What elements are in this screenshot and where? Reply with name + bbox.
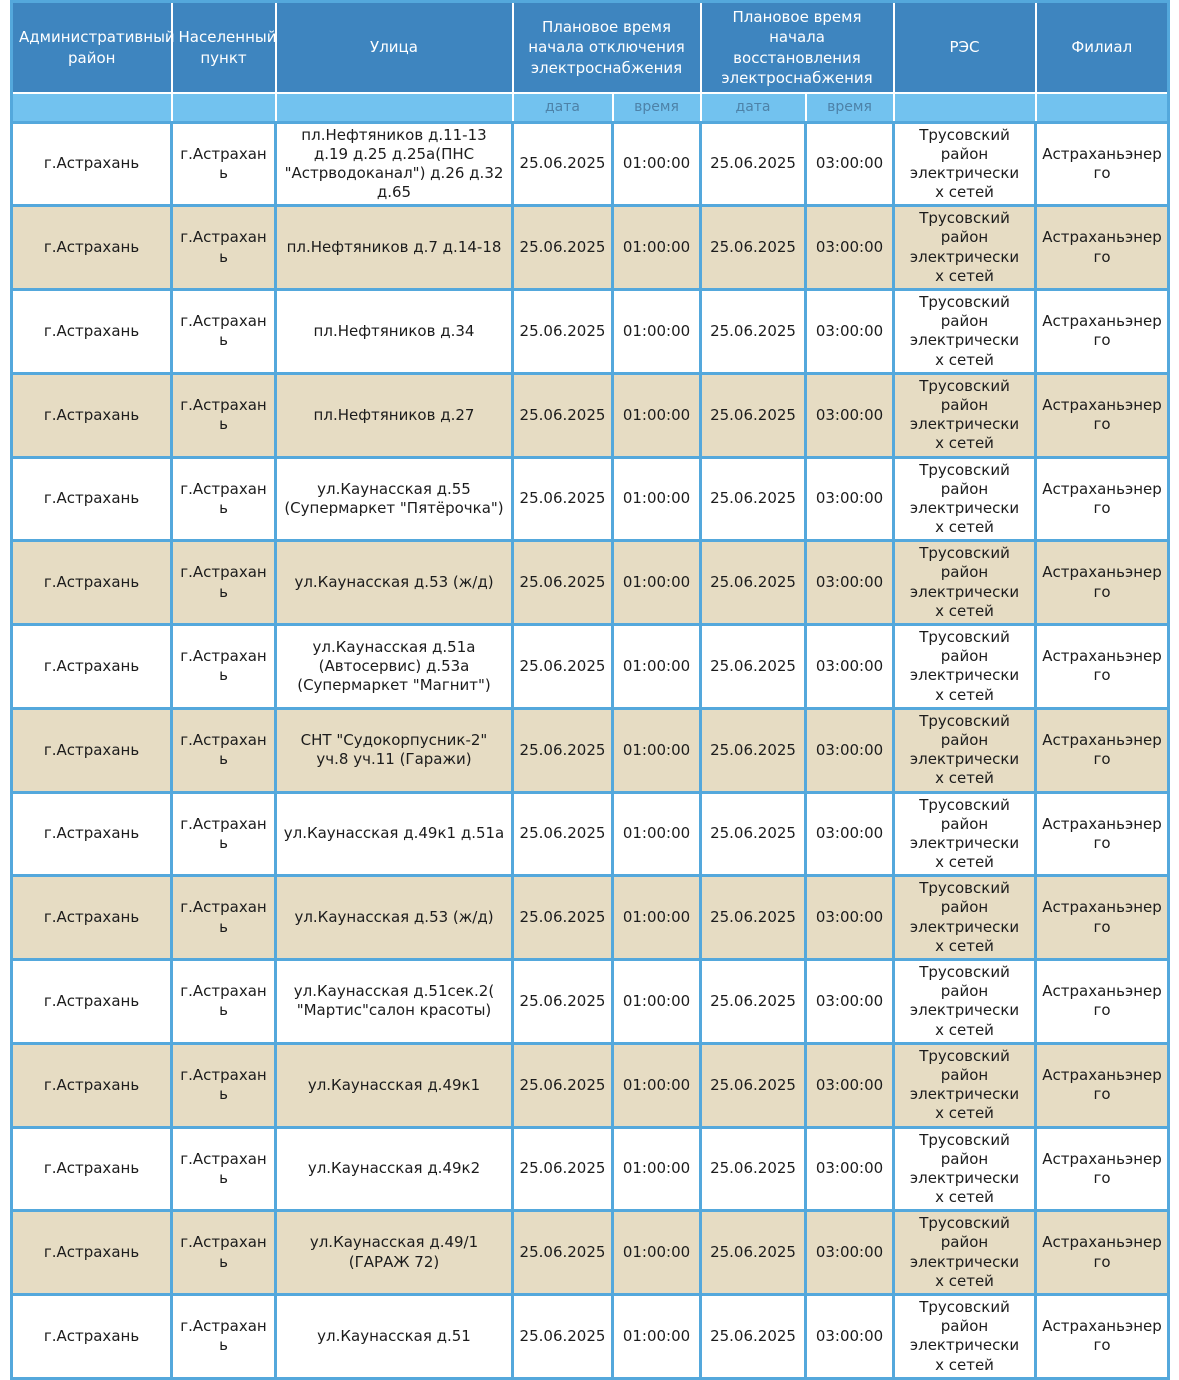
cell-outage-time: 01:00:00 <box>613 960 701 1044</box>
cell-branch: Астраханьэнерго <box>1036 1127 1169 1211</box>
cell-street: пл.Нефтяников д.34 <box>276 290 513 374</box>
cell-district: г.Астрахань <box>12 876 172 960</box>
cell-restore-date: 25.06.2025 <box>701 122 806 206</box>
table-row <box>12 960 1169 1044</box>
cell-street: пл.Нефтяников д.27 <box>276 373 513 457</box>
cell-restore-time: 03:00:00 <box>806 541 894 625</box>
col-header-res: РЭС <box>894 2 1036 94</box>
cell-outage-date: 25.06.2025 <box>513 373 613 457</box>
cell-street: пл.Нефтяников д.11-13 д.19 д.25 д.25а(ПНС "Астрводоканал") д.26 д.32 д.65 <box>276 122 513 206</box>
cell-outage-date: 25.06.2025 <box>513 1211 613 1295</box>
cell-street: ул.Каунасская д.51а (Автосервис) д.53а (Супермаркет "Магнит") <box>276 625 513 709</box>
cell-settlement: г.Астрахань <box>172 373 276 457</box>
cell-res: Трусовский район электрических сетей <box>894 708 1036 792</box>
cell-outage-time: 01:00:00 <box>613 1127 701 1211</box>
cell-outage-time: 01:00:00 <box>613 1043 701 1127</box>
cell-outage-date: 25.06.2025 <box>513 876 613 960</box>
table-row <box>12 373 1169 457</box>
cell-restore-date: 25.06.2025 <box>701 373 806 457</box>
cell-street: ул.Каунасская д.49/1 (ГАРАЖ 72) <box>276 1211 513 1295</box>
cell-settlement: г.Астрахань <box>172 541 276 625</box>
table-row <box>12 876 1169 960</box>
cell-district: г.Астрахань <box>12 1211 172 1295</box>
cell-district: г.Астрахань <box>12 290 172 374</box>
cell-district: г.Астрахань <box>12 206 172 290</box>
cell-settlement: г.Астрахань <box>172 457 276 541</box>
cell-branch: Астраханьэнерго <box>1036 792 1169 876</box>
cell-settlement: г.Астрахань <box>172 122 276 206</box>
cell-district: г.Астрахань <box>12 625 172 709</box>
col-header-restore-group: Плановое время начала восстановления электроснабжения <box>701 2 894 94</box>
cell-restore-date: 25.06.2025 <box>701 541 806 625</box>
table-row <box>12 541 1169 625</box>
cell-res: Трусовский район электрических сетей <box>894 1127 1036 1211</box>
cell-settlement: г.Астрахань <box>172 206 276 290</box>
cell-district: г.Астрахань <box>12 708 172 792</box>
cell-outage-time: 01:00:00 <box>613 206 701 290</box>
cell-restore-time: 03:00:00 <box>806 122 894 206</box>
cell-branch: Астраханьэнерго <box>1036 290 1169 374</box>
subheader-restore-time: время <box>806 93 894 122</box>
cell-settlement: г.Астрахань <box>172 708 276 792</box>
cell-restore-date: 25.06.2025 <box>701 876 806 960</box>
cell-street: ул.Каунасская д.53 (ж/д) <box>276 541 513 625</box>
cell-district: г.Астрахань <box>12 792 172 876</box>
table-row <box>12 290 1169 374</box>
cell-district: г.Астрахань <box>12 1043 172 1127</box>
cell-restore-time: 03:00:00 <box>806 876 894 960</box>
cell-district: г.Астрахань <box>12 541 172 625</box>
cell-district: г.Астрахань <box>12 1127 172 1211</box>
cell-res: Трусовский район электрических сетей <box>894 960 1036 1044</box>
cell-branch: Астраханьэнерго <box>1036 206 1169 290</box>
header-row-main <box>12 2 1169 94</box>
cell-outage-time: 01:00:00 <box>613 290 701 374</box>
table-row <box>12 457 1169 541</box>
cell-outage-date: 25.06.2025 <box>513 206 613 290</box>
cell-street: ул.Каунасская д.49к1 д.51а <box>276 792 513 876</box>
cell-street: ул.Каунасская д.51 <box>276 1295 513 1379</box>
cell-res: Трусовский район электрических сетей <box>894 625 1036 709</box>
cell-outage-time: 01:00:00 <box>613 1295 701 1379</box>
cell-branch: Астраханьэнерго <box>1036 960 1169 1044</box>
cell-outage-time: 01:00:00 <box>613 708 701 792</box>
cell-district: г.Астрахань <box>12 373 172 457</box>
cell-restore-date: 25.06.2025 <box>701 457 806 541</box>
col-header-branch: Филиал <box>1036 2 1169 94</box>
cell-outage-time: 01:00:00 <box>613 625 701 709</box>
cell-settlement: г.Астрахань <box>172 1211 276 1295</box>
col-header-district: Административный район <box>12 2 172 94</box>
cell-settlement: г.Астрахань <box>172 290 276 374</box>
subheader-restore-date: дата <box>701 93 806 122</box>
table-row <box>12 1211 1169 1295</box>
cell-outage-date: 25.06.2025 <box>513 960 613 1044</box>
cell-restore-date: 25.06.2025 <box>701 290 806 374</box>
cell-outage-date: 25.06.2025 <box>513 290 613 374</box>
cell-outage-time: 01:00:00 <box>613 792 701 876</box>
subheader-empty-street <box>276 93 513 122</box>
cell-restore-time: 03:00:00 <box>806 792 894 876</box>
table-row <box>12 708 1169 792</box>
cell-settlement: г.Астрахань <box>172 1043 276 1127</box>
col-header-outage-group: Плановое время начала отключения электроснабжения <box>513 2 701 94</box>
cell-settlement: г.Астрахань <box>172 625 276 709</box>
cell-restore-time: 03:00:00 <box>806 290 894 374</box>
subheader-empty-settlement <box>172 93 276 122</box>
subheader-empty-branch <box>1036 93 1169 122</box>
table-row <box>12 625 1169 709</box>
cell-settlement: г.Астрахань <box>172 960 276 1044</box>
cell-restore-date: 25.06.2025 <box>701 1211 806 1295</box>
cell-restore-date: 25.06.2025 <box>701 206 806 290</box>
cell-street: ул.Каунасская д.53 (ж/д) <box>276 876 513 960</box>
cell-restore-time: 03:00:00 <box>806 960 894 1044</box>
cell-res: Трусовский район электрических сетей <box>894 876 1036 960</box>
cell-outage-date: 25.06.2025 <box>513 457 613 541</box>
table-row <box>12 1127 1169 1211</box>
cell-settlement: г.Астрахань <box>172 1295 276 1379</box>
cell-outage-time: 01:00:00 <box>613 876 701 960</box>
cell-res: Трусовский район электрических сетей <box>894 290 1036 374</box>
table-row <box>12 792 1169 876</box>
cell-street: ул.Каунасская д.49к1 <box>276 1043 513 1127</box>
cell-branch: Астраханьэнерго <box>1036 708 1169 792</box>
cell-street: СНТ "Судокорпусник-2" уч.8 уч.11 (Гаражи) <box>276 708 513 792</box>
cell-settlement: г.Астрахань <box>172 876 276 960</box>
cell-res: Трусовский район электрических сетей <box>894 206 1036 290</box>
cell-district: г.Астрахань <box>12 122 172 206</box>
subheader-outage-time: время <box>613 93 701 122</box>
cell-res: Трусовский район электрических сетей <box>894 541 1036 625</box>
cell-restore-date: 25.06.2025 <box>701 625 806 709</box>
outage-schedule-table <box>10 0 1170 1380</box>
outage-schedule-page <box>10 0 1179 1380</box>
cell-branch: Астраханьэнерго <box>1036 1211 1169 1295</box>
cell-branch: Астраханьэнерго <box>1036 625 1169 709</box>
cell-outage-date: 25.06.2025 <box>513 792 613 876</box>
cell-restore-date: 25.06.2025 <box>701 960 806 1044</box>
cell-outage-date: 25.06.2025 <box>513 122 613 206</box>
cell-restore-time: 03:00:00 <box>806 206 894 290</box>
cell-res: Трусовский район электрических сетей <box>894 1295 1036 1379</box>
cell-restore-time: 03:00:00 <box>806 1043 894 1127</box>
cell-outage-date: 25.06.2025 <box>513 1043 613 1127</box>
cell-outage-time: 01:00:00 <box>613 122 701 206</box>
cell-district: г.Астрахань <box>12 960 172 1044</box>
cell-outage-date: 25.06.2025 <box>513 708 613 792</box>
col-header-settlement: Населенный пункт <box>172 2 276 94</box>
cell-res: Трусовский район электрических сетей <box>894 792 1036 876</box>
cell-outage-date: 25.06.2025 <box>513 541 613 625</box>
cell-res: Трусовский район электрических сетей <box>894 1043 1036 1127</box>
cell-restore-date: 25.06.2025 <box>701 792 806 876</box>
cell-res: Трусовский район электрических сетей <box>894 1211 1036 1295</box>
table-body <box>12 122 1169 1378</box>
cell-restore-time: 03:00:00 <box>806 625 894 709</box>
table-row <box>12 1295 1169 1379</box>
subheader-outage-date: дата <box>513 93 613 122</box>
cell-restore-time: 03:00:00 <box>806 457 894 541</box>
cell-street: ул.Каунасская д.51сек.2( "Мартис"салон красоты) <box>276 960 513 1044</box>
cell-outage-time: 01:00:00 <box>613 541 701 625</box>
cell-outage-date: 25.06.2025 <box>513 1127 613 1211</box>
cell-street: ул.Каунасская д.49к2 <box>276 1127 513 1211</box>
cell-res: Трусовский район электрических сетей <box>894 373 1036 457</box>
cell-outage-time: 01:00:00 <box>613 457 701 541</box>
cell-district: г.Астрахань <box>12 457 172 541</box>
cell-restore-time: 03:00:00 <box>806 1211 894 1295</box>
col-header-street: Улица <box>276 2 513 94</box>
cell-branch: Астраханьэнерго <box>1036 1295 1169 1379</box>
cell-branch: Астраханьэнерго <box>1036 1043 1169 1127</box>
cell-restore-time: 03:00:00 <box>806 1295 894 1379</box>
subheader-empty-district <box>12 93 172 122</box>
cell-outage-time: 01:00:00 <box>613 1211 701 1295</box>
cell-outage-date: 25.06.2025 <box>513 1295 613 1379</box>
cell-outage-time: 01:00:00 <box>613 373 701 457</box>
cell-branch: Астраханьэнерго <box>1036 876 1169 960</box>
table-header <box>12 2 1169 123</box>
table-row <box>12 206 1169 290</box>
cell-branch: Астраханьэнерго <box>1036 373 1169 457</box>
table-row <box>12 1043 1169 1127</box>
cell-restore-time: 03:00:00 <box>806 1127 894 1211</box>
cell-branch: Астраханьэнерго <box>1036 541 1169 625</box>
cell-restore-time: 03:00:00 <box>806 373 894 457</box>
cell-res: Трусовский район электрических сетей <box>894 457 1036 541</box>
cell-branch: Астраханьэнерго <box>1036 122 1169 206</box>
cell-district: г.Астрахань <box>12 1295 172 1379</box>
cell-settlement: г.Астрахань <box>172 792 276 876</box>
cell-restore-date: 25.06.2025 <box>701 1043 806 1127</box>
table-row <box>12 122 1169 206</box>
cell-branch: Астраханьэнерго <box>1036 457 1169 541</box>
cell-street: ул.Каунасская д.55 (Супермаркет "Пятёрочка") <box>276 457 513 541</box>
cell-res: Трусовский район электрических сетей <box>894 122 1036 206</box>
cell-restore-time: 03:00:00 <box>806 708 894 792</box>
header-row-sub <box>12 93 1169 122</box>
cell-restore-date: 25.06.2025 <box>701 1127 806 1211</box>
cell-settlement: г.Астрахань <box>172 1127 276 1211</box>
cell-outage-date: 25.06.2025 <box>513 625 613 709</box>
cell-restore-date: 25.06.2025 <box>701 1295 806 1379</box>
subheader-empty-res <box>894 93 1036 122</box>
cell-restore-date: 25.06.2025 <box>701 708 806 792</box>
cell-street: пл.Нефтяников д.7 д.14-18 <box>276 206 513 290</box>
